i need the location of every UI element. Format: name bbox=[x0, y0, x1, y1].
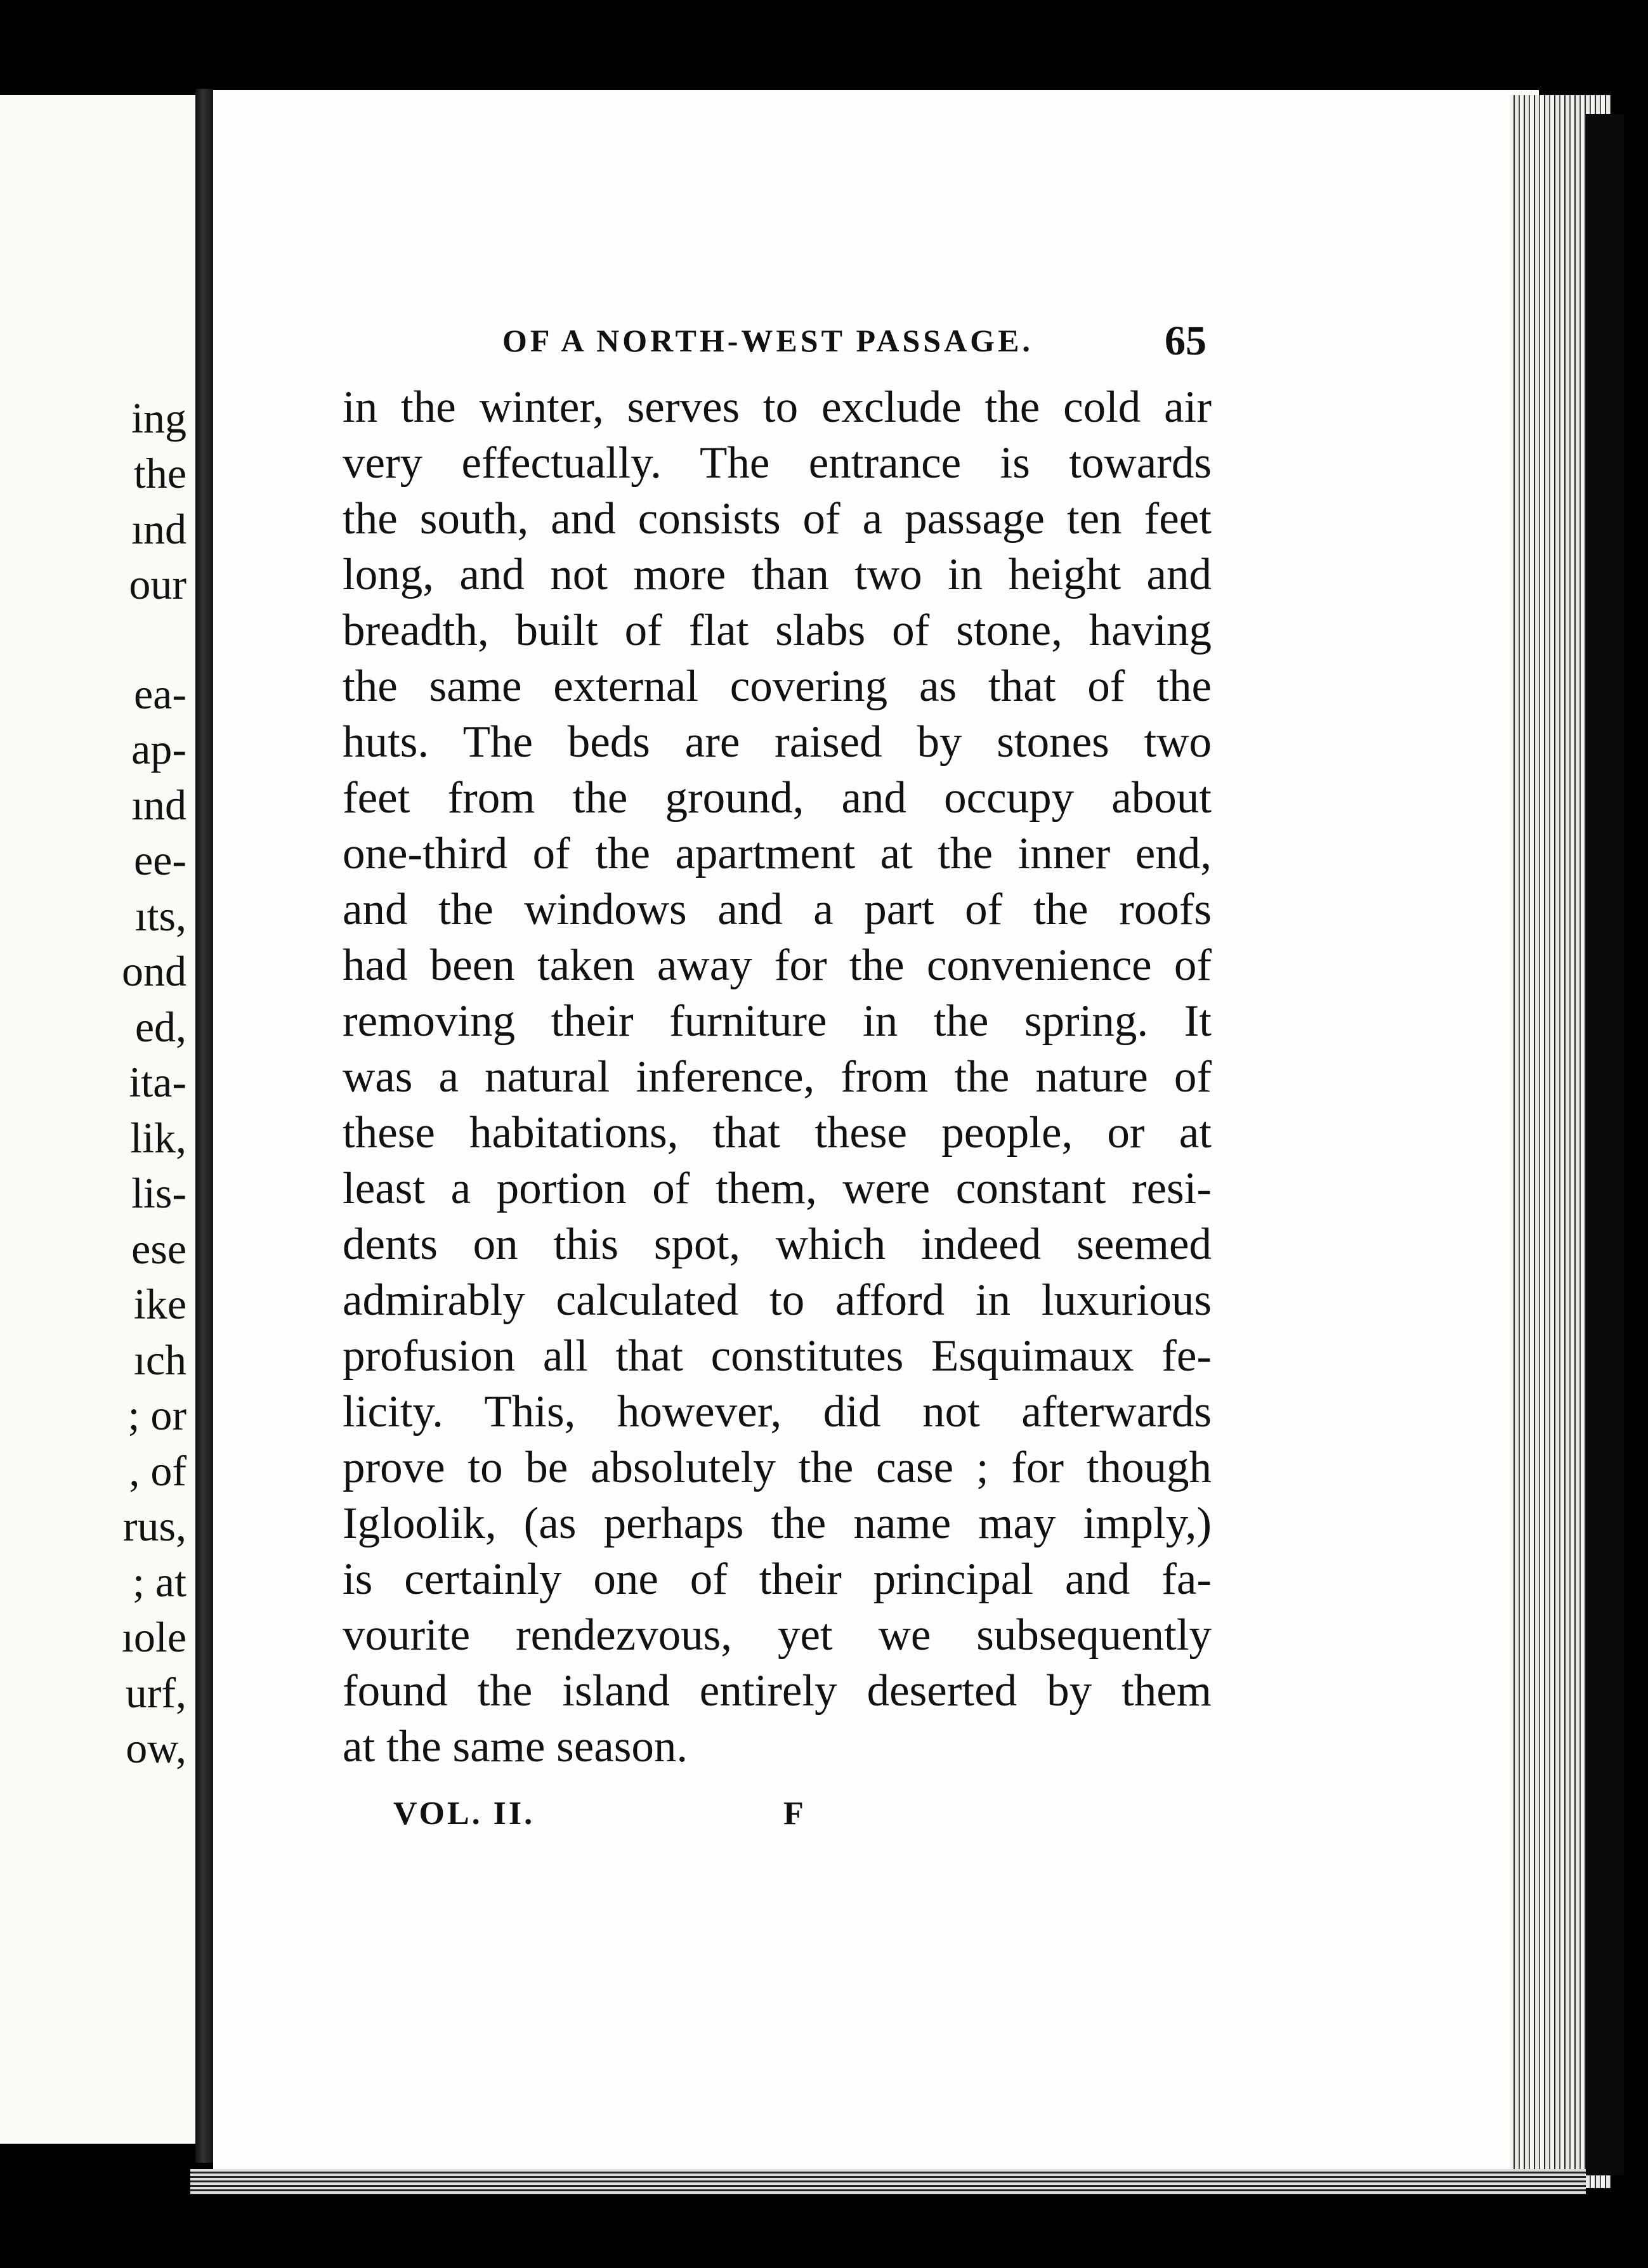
left-page-fragment: ee- bbox=[133, 836, 186, 884]
text-line: in the winter, serves to exclude the cold air bbox=[343, 382, 1212, 432]
text-line: and the windows and a part of the roofs bbox=[343, 885, 1212, 934]
left-page-fragment: ınd bbox=[131, 505, 186, 553]
left-page-fragment: lis- bbox=[131, 1169, 186, 1217]
text-line: least a portion of them, were constant resi- bbox=[343, 1164, 1212, 1213]
left-page-fragment: ; or bbox=[128, 1391, 186, 1439]
text-line: one-third of the apartment at the inner end, bbox=[343, 829, 1212, 878]
left-page-fragment: ap- bbox=[131, 725, 186, 773]
text-line: prove to be absolutely the case ; for though bbox=[343, 1443, 1212, 1492]
page-footer bbox=[393, 1795, 825, 1846]
text-line: breadth, built of flat slabs of stone, having bbox=[343, 606, 1212, 655]
left-page-fragment: ınd bbox=[131, 781, 186, 829]
left-page-fragment: ıch bbox=[133, 1336, 186, 1384]
signature-mark: F bbox=[783, 1796, 804, 1832]
text-line: had been taken away for the convenience of bbox=[343, 941, 1212, 990]
bottom-page-edges bbox=[190, 2169, 1586, 2194]
text-line: is certainly one of their principal and fa- bbox=[343, 1554, 1212, 1604]
binding-shadow bbox=[1586, 114, 1624, 2175]
text-line: found the island entirely deserted by them bbox=[343, 1666, 1212, 1716]
text-line: at the same season. bbox=[343, 1722, 688, 1771]
text-line: vourite rendezvous, yet we subsequently bbox=[343, 1610, 1212, 1660]
left-page-fragment: ow, bbox=[126, 1724, 186, 1772]
left-page-fragment: ea- bbox=[133, 670, 186, 718]
left-page-fragment: the bbox=[133, 449, 186, 497]
left-page-fragment: ing bbox=[131, 394, 186, 442]
text-line: the south, and consists of a passage ten feet bbox=[343, 494, 1212, 544]
text-line: admirably calculated to afford in luxurious bbox=[343, 1275, 1212, 1325]
text-line: long, and not more than two in height and bbox=[343, 550, 1212, 599]
text-line: profusion all that constitutes Esquimaux fe- bbox=[343, 1331, 1212, 1381]
text-line: was a natural inference, from the nature of bbox=[343, 1052, 1212, 1102]
left-page-fragment: lik, bbox=[130, 1114, 186, 1162]
text-line: licity. This, however, did not afterwards bbox=[343, 1387, 1212, 1437]
left-page-fragment: ıts, bbox=[134, 892, 186, 940]
page-number: 65 bbox=[1165, 318, 1207, 364]
text-line: feet from the ground, and occupy about bbox=[343, 773, 1212, 823]
text-line: these habitations, that these people, or at bbox=[343, 1108, 1212, 1157]
left-page-fragment: ese bbox=[131, 1225, 186, 1273]
left-page-fragment: our bbox=[129, 560, 186, 608]
page-gutter bbox=[195, 89, 214, 2163]
text-line: dents on this spot, which indeed seemed bbox=[343, 1220, 1212, 1269]
text-line: Igloolik, (as perhaps the name may imply,) bbox=[343, 1499, 1212, 1548]
left-page-fragment: rus, bbox=[122, 1502, 186, 1550]
text-line: huts. The beds are raised by stones two bbox=[343, 717, 1212, 767]
left-page-fragment: ita- bbox=[129, 1058, 186, 1106]
text-line: very effectually. The entrance is towards bbox=[343, 438, 1212, 488]
running-title: OF A NORTH-WEST PASSAGE. bbox=[502, 323, 1033, 358]
running-head bbox=[502, 317, 1207, 368]
text-line: removing their furniture in the spring. It bbox=[343, 996, 1212, 1046]
text-line: the same external covering as that of the bbox=[343, 662, 1212, 711]
left-page-fragment: urf, bbox=[125, 1669, 186, 1717]
left-page-fragment: , of bbox=[129, 1447, 186, 1495]
volume-label: VOL. II. bbox=[393, 1796, 535, 1832]
left-page-fragment: ond bbox=[122, 947, 186, 995]
left-page-fragment: ; at bbox=[133, 1558, 186, 1606]
previous-page-sliver bbox=[0, 95, 195, 2144]
body-text bbox=[343, 379, 1212, 1775]
left-page-fragment: ike bbox=[133, 1280, 186, 1328]
left-page-fragment: ıole bbox=[122, 1613, 186, 1661]
left-page-fragment: ed, bbox=[134, 1003, 186, 1051]
